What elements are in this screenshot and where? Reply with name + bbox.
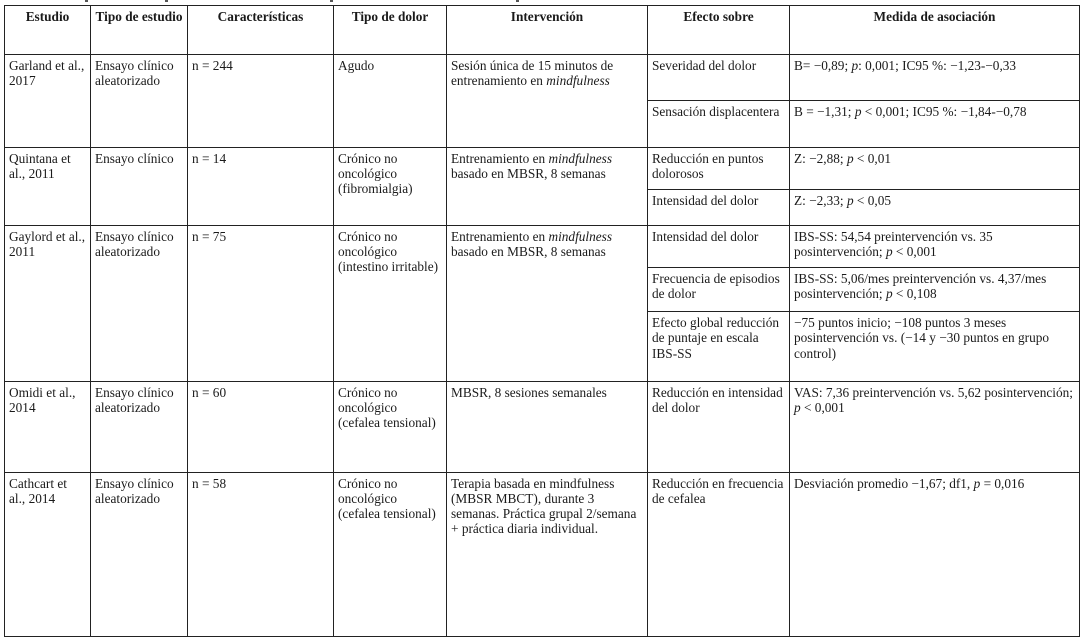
medida-text: < 0,01 bbox=[853, 150, 892, 166]
intervencion-text: Sesión única de 15 minutos de entrenamiento en bbox=[451, 58, 614, 89]
medida-text: = 0,016 bbox=[980, 475, 1025, 491]
cell-tipo-dolor: Agudo bbox=[334, 55, 447, 148]
medida-text: −75 puntos inicio; −108 puntos 3 meses posintervención vs. (−14 y −30 puntos en grupo control) bbox=[794, 315, 1050, 361]
cell-efecto: Reducción en frecuencia de cefalea bbox=[648, 472, 790, 637]
cell-medida bbox=[790, 312, 1080, 382]
cell-efecto: Severidad del dolor bbox=[648, 55, 790, 101]
p-symbol: p bbox=[854, 104, 862, 120]
mindfulness-studies-table bbox=[4, 5, 1080, 637]
p-symbol: p bbox=[885, 244, 893, 259]
cell-estudio: Gaylord et al., 2011 bbox=[5, 225, 91, 381]
cell-medida bbox=[790, 472, 1080, 637]
medida-text: < 0,001; IC95 %: −1,84-−0,78 bbox=[861, 104, 1027, 120]
table-row bbox=[5, 381, 1080, 472]
cell-medida bbox=[790, 381, 1080, 472]
medida-text: : 0,001; IC95 %: −1,23-−0,33 bbox=[858, 58, 1017, 73]
cell-efecto: Intensidad del dolor bbox=[648, 225, 790, 267]
p-symbol: p bbox=[794, 400, 801, 416]
cell-caracteristicas: n = 60 bbox=[188, 381, 334, 472]
cell-medida bbox=[790, 189, 1080, 225]
header-row bbox=[5, 6, 1080, 55]
header-tipo-dolor: Tipo de dolor bbox=[334, 6, 447, 55]
intervencion-italic: mindfulness bbox=[546, 73, 610, 89]
medida-text: IBS-SS: 54,54 preintervención vs. 35 posintervención; bbox=[794, 228, 993, 259]
intervencion-text: Entrenamiento en bbox=[451, 228, 546, 244]
cell-tipo-dolor: Crónico no oncológico (cefalea tensional) bbox=[334, 472, 447, 637]
header-tipo-estudio: Tipo de estudio bbox=[91, 6, 188, 55]
cell-medida bbox=[790, 101, 1080, 147]
cell-tipo-estudio: Ensayo clínico aleatorizado bbox=[91, 381, 188, 472]
cell-intervencion: MBSR, 8 sesiones semanales bbox=[447, 381, 648, 472]
medida-text: B = −1,31; bbox=[794, 104, 855, 120]
p-symbol: p bbox=[846, 150, 854, 166]
p-symbol: p bbox=[851, 58, 859, 73]
header-caracteristicas: Características bbox=[188, 6, 334, 55]
cell-tipo-dolor: Crónico no oncológico (fibromialgia) bbox=[334, 147, 447, 225]
p-symbol: p bbox=[885, 286, 893, 302]
cell-estudio: Cathcart et al., 2014 bbox=[5, 472, 91, 637]
cell-tipo-dolor: Crónico no oncológico (intestino irritable) bbox=[334, 225, 447, 381]
cell-efecto: Intensidad del dolor bbox=[648, 189, 790, 225]
cell-efecto: Sensación displacentera bbox=[648, 101, 790, 147]
cell-caracteristicas: n = 75 bbox=[188, 225, 334, 381]
medida-text: B= −0,89; bbox=[794, 58, 852, 73]
table-row bbox=[5, 55, 1080, 101]
cell-medida bbox=[790, 147, 1080, 189]
medida-text: Desviación promedio −1,67; df1, bbox=[794, 475, 974, 491]
medida-text: VAS: 7,36 preintervención vs. 5,62 posintervención; bbox=[794, 384, 1073, 400]
cell-estudio: Garland et al., 2017 bbox=[5, 55, 91, 148]
medida-text: < 0,108 bbox=[892, 286, 937, 302]
cell-tipo-estudio: Ensayo clínico bbox=[91, 147, 188, 225]
cell-intervencion bbox=[447, 225, 648, 381]
medida-text: Z: −2,88; bbox=[794, 150, 847, 166]
intervencion-text: basado en MBSR, 8 semanas bbox=[451, 165, 606, 181]
cell-caracteristicas: n = 14 bbox=[188, 147, 334, 225]
cell-tipo-estudio: Ensayo clínico aleatorizado bbox=[91, 472, 188, 637]
cell-estudio: Omidi et al., 2014 bbox=[5, 381, 91, 472]
cell-caracteristicas: n = 58 bbox=[188, 472, 334, 637]
p-symbol: p bbox=[846, 192, 854, 208]
cell-efecto: Efecto global reducción de puntaje en escala IBS-SS bbox=[648, 312, 790, 382]
cell-medida bbox=[790, 225, 1080, 267]
intervencion-text: basado en MBSR, 8 semanas bbox=[451, 244, 606, 259]
cell-intervencion bbox=[447, 147, 648, 225]
p-symbol: p bbox=[973, 475, 981, 491]
intervencion-text: Entrenamiento en bbox=[451, 150, 546, 166]
cell-tipo-dolor: Crónico no oncológico (cefalea tensional) bbox=[334, 381, 447, 472]
cell-estudio: Quintana et al., 2011 bbox=[5, 147, 91, 225]
intervencion-italic: mindfulness bbox=[548, 150, 613, 166]
cell-efecto: Reducción en intensidad del dolor bbox=[648, 381, 790, 472]
intervencion-italic: mindfulness bbox=[548, 228, 613, 244]
cell-medida bbox=[790, 267, 1080, 311]
table-row bbox=[5, 472, 1080, 637]
cell-medida bbox=[790, 55, 1080, 101]
cell-intervencion: Terapia basada en mindfulness (MBSR MBCT), durante 3 semanas. Práctica grupal 2/semana + práctica diaria individual. bbox=[447, 472, 648, 637]
medida-text: < 0,001 bbox=[800, 400, 845, 416]
cell-tipo-estudio: Ensayo clínico aleatorizado bbox=[91, 55, 188, 148]
cell-efecto: Frecuencia de episodios de dolor bbox=[648, 267, 790, 311]
cell-tipo-estudio: Ensayo clínico aleatorizado bbox=[91, 225, 188, 381]
header-intervencion: Intervención bbox=[447, 6, 648, 55]
medida-text: Z: −2,33; bbox=[794, 192, 847, 208]
cell-caracteristicas: n = 244 bbox=[188, 55, 334, 148]
table-row bbox=[5, 147, 1080, 189]
header-estudio: Estudio bbox=[5, 6, 91, 55]
cell-efecto: Reducción en puntos dolorosos bbox=[648, 147, 790, 189]
table-row bbox=[5, 225, 1080, 267]
medida-text: IBS-SS: 5,06/mes preintervención vs. 4,37/mes posintervención; bbox=[794, 270, 1047, 302]
medida-text: < 0,001 bbox=[892, 244, 937, 259]
cell-intervencion bbox=[447, 55, 648, 148]
medida-text: < 0,05 bbox=[853, 192, 892, 208]
header-efecto-sobre: Efecto sobre bbox=[648, 6, 790, 55]
header-medida-asociacion: Medida de asociación bbox=[790, 6, 1080, 55]
